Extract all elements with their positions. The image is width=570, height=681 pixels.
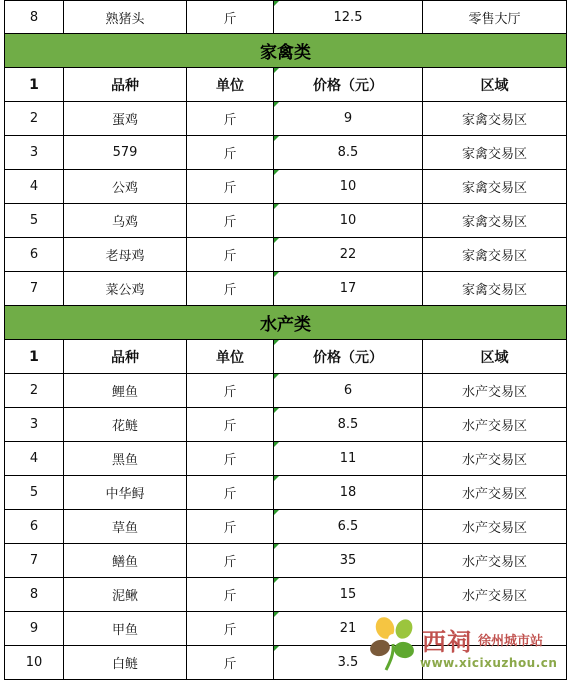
price-cell[interactable]: 价格（元）	[274, 68, 423, 102]
variety-cell[interactable]: 乌鸡	[64, 204, 187, 238]
price-cell[interactable]: 8.5	[274, 136, 423, 170]
variety-cell[interactable]: 579	[64, 136, 187, 170]
table-row	[5, 408, 567, 442]
price-cell[interactable]: 9	[274, 102, 423, 136]
price-cell[interactable]: 35	[274, 544, 423, 578]
column-header-row	[5, 68, 567, 102]
area-cell[interactable]: 区域	[423, 68, 567, 102]
unit-cell[interactable]: 斤	[187, 544, 274, 578]
price-cell[interactable]: 18	[274, 476, 423, 510]
row-number-cell[interactable]: 10	[5, 646, 64, 680]
variety-cell[interactable]: 泥鳅	[64, 578, 187, 612]
area-cell[interactable]: 水产交易区	[423, 442, 567, 476]
table-row	[5, 170, 567, 204]
row-number-cell[interactable]: 3	[5, 408, 64, 442]
price-cell[interactable]: 3.5	[274, 646, 423, 680]
price-cell[interactable]: 10	[274, 204, 423, 238]
area-cell[interactable]: 家禽交易区	[423, 136, 567, 170]
watermark	[368, 612, 568, 678]
area-cell[interactable]: 水产交易区	[423, 476, 567, 510]
unit-cell[interactable]: 斤	[187, 170, 274, 204]
price-cell[interactable]: 21	[274, 612, 423, 646]
area-cell[interactable]: 水产交易区	[423, 510, 567, 544]
unit-cell[interactable]: 斤	[187, 272, 274, 306]
area-cell[interactable]: 零售大厅	[423, 1, 567, 34]
price-cell[interactable]: 11	[274, 442, 423, 476]
variety-cell[interactable]: 品种	[64, 340, 187, 374]
unit-cell[interactable]: 斤	[187, 646, 274, 680]
variety-cell[interactable]: 鲤鱼	[64, 374, 187, 408]
section-header-row	[5, 34, 567, 68]
section-title[interactable]: 水产类	[5, 306, 567, 340]
unit-cell[interactable]: 斤	[187, 204, 274, 238]
unit-cell[interactable]: 斤	[187, 612, 274, 646]
row-number-cell[interactable]: 5	[5, 204, 64, 238]
table-row	[5, 442, 567, 476]
table-row	[5, 544, 567, 578]
watermark-city: 徐州城市站	[478, 634, 544, 649]
row-number-cell[interactable]: 3	[5, 136, 64, 170]
row-number-cell[interactable]: 1	[5, 340, 64, 374]
unit-cell[interactable]: 单位	[187, 68, 274, 102]
unit-cell[interactable]: 单位	[187, 340, 274, 374]
row-number-cell[interactable]: 2	[5, 374, 64, 408]
variety-cell[interactable]: 老母鸡	[64, 238, 187, 272]
area-cell[interactable]: 水产交易区	[423, 544, 567, 578]
watermark-url: www.xicixuzhou.cn	[420, 656, 558, 670]
unit-cell[interactable]: 斤	[187, 374, 274, 408]
area-cell[interactable]: 水产交易区	[423, 578, 567, 612]
price-cell[interactable]: 17	[274, 272, 423, 306]
price-table	[4, 0, 567, 680]
variety-cell[interactable]: 白鲢	[64, 646, 187, 680]
variety-cell[interactable]: 中华鲟	[64, 476, 187, 510]
unit-cell[interactable]: 斤	[187, 238, 274, 272]
variety-cell[interactable]: 花鲢	[64, 408, 187, 442]
row-number-cell[interactable]: 8	[5, 578, 64, 612]
price-cell[interactable]: 22	[274, 238, 423, 272]
variety-cell[interactable]: 公鸡	[64, 170, 187, 204]
table-row	[5, 102, 567, 136]
unit-cell[interactable]: 斤	[187, 1, 274, 34]
row-number-cell[interactable]: 4	[5, 442, 64, 476]
price-cell[interactable]: 15	[274, 578, 423, 612]
variety-cell[interactable]: 品种	[64, 68, 187, 102]
area-cell[interactable]: 水产交易区	[423, 408, 567, 442]
table-row	[5, 1, 567, 34]
row-number-cell[interactable]: 2	[5, 102, 64, 136]
row-number-cell[interactable]: 7	[5, 272, 64, 306]
variety-cell[interactable]: 熟猪头	[64, 1, 187, 34]
unit-cell[interactable]: 斤	[187, 578, 274, 612]
price-cell[interactable]: 8.5	[274, 408, 423, 442]
variety-cell[interactable]: 菜公鸡	[64, 272, 187, 306]
table-row	[5, 238, 567, 272]
unit-cell[interactable]: 斤	[187, 408, 274, 442]
price-cell[interactable]: 10	[274, 170, 423, 204]
area-cell[interactable]: 家禽交易区	[423, 102, 567, 136]
row-number-cell[interactable]: 6	[5, 238, 64, 272]
table-row	[5, 272, 567, 306]
table-row	[5, 578, 567, 612]
unit-cell[interactable]: 斤	[187, 442, 274, 476]
table-row	[5, 476, 567, 510]
price-table-body	[5, 1, 567, 680]
price-cell[interactable]: 6.5	[274, 510, 423, 544]
unit-cell[interactable]: 斤	[187, 102, 274, 136]
area-cell[interactable]: 家禽交易区	[423, 272, 567, 306]
row-number-cell[interactable]: 5	[5, 476, 64, 510]
flower-logo-icon	[368, 612, 424, 674]
section-header-row	[5, 306, 567, 340]
section-title[interactable]: 家禽类	[5, 34, 567, 68]
table-row	[5, 136, 567, 170]
row-number-cell[interactable]: 4	[5, 170, 64, 204]
row-number-cell[interactable]: 6	[5, 510, 64, 544]
unit-cell[interactable]: 斤	[187, 476, 274, 510]
row-number-cell[interactable]: 7	[5, 544, 64, 578]
price-cell[interactable]: 价格（元）	[274, 340, 423, 374]
row-number-cell[interactable]: 1	[5, 68, 64, 102]
price-cell[interactable]: 12.5	[274, 1, 423, 34]
area-cell[interactable]: 水产交易区	[423, 374, 567, 408]
watermark-title: 西祠	[422, 627, 472, 656]
variety-cell[interactable]: 甲鱼	[64, 612, 187, 646]
table-row	[5, 510, 567, 544]
row-number-cell[interactable]: 8	[5, 1, 64, 34]
row-number-cell[interactable]: 9	[5, 612, 64, 646]
table-row	[5, 204, 567, 238]
variety-cell[interactable]: 鳝鱼	[64, 544, 187, 578]
area-cell[interactable]: 家禽交易区	[423, 204, 567, 238]
table-row	[5, 374, 567, 408]
column-header-row	[5, 340, 567, 374]
area-cell[interactable]: 家禽交易区	[423, 238, 567, 272]
area-cell[interactable]: 家禽交易区	[423, 170, 567, 204]
unit-cell[interactable]: 斤	[187, 136, 274, 170]
price-cell[interactable]: 6	[274, 374, 423, 408]
area-cell[interactable]: 区域	[423, 340, 567, 374]
variety-cell[interactable]: 黑鱼	[64, 442, 187, 476]
unit-cell[interactable]: 斤	[187, 510, 274, 544]
variety-cell[interactable]: 蛋鸡	[64, 102, 187, 136]
variety-cell[interactable]: 草鱼	[64, 510, 187, 544]
